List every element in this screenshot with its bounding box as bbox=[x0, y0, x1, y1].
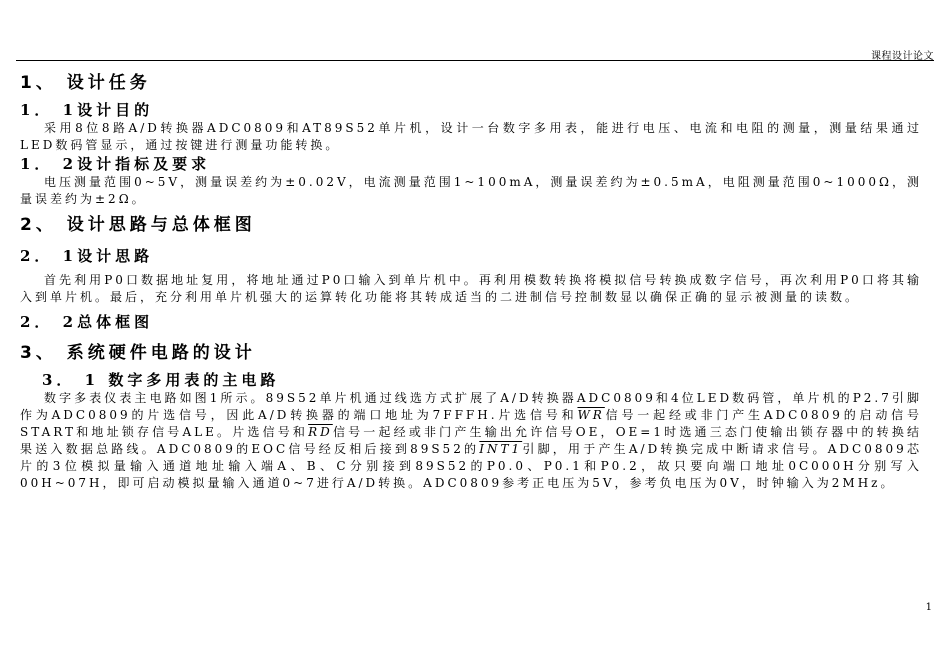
section-2-2-title: 2． 2总体框图 bbox=[20, 313, 154, 331]
section-3-1-text-part-4: 引脚，用于产生A/D转换完成中断请求信号。ADC0809芯片的3位模拟量输入通道地址输入端A、B、C分别接到89S52的P0.0、P0.1和P0.2，故只要向端口地址0C000H分别写入00H~07H，即可启动模拟量输入通道0~7进行A/D转换。ADC0809参考正电压为5V，参考负电压为0V，时钟输入为2MHz。 bbox=[20, 442, 922, 490]
section-3-1-text bbox=[20, 390, 922, 492]
section-1-1-text: 采用8位8路A/D转换器ADC0809和AT89S52单片机，设计一台数字多用表，能进行电压、电流和电阻的测量，测量结果通过LED数码管显示，通过按键进行测量功能转换。 bbox=[20, 121, 922, 152]
section-2-1-text: 首先利用P0口数据地址复用，将地址通过P0口输入到单片机中。再利用模数转换将模拟信号转换成数字信号，再次利用P0口将其输入到单片机。最后，充分利用单片机强大的运算转化功能将其转成适当的二进制信号控制数显以确保正确的显示被测量的读数。 bbox=[20, 273, 922, 304]
section-1-2-title: 1． 2设计指标及要求 bbox=[20, 155, 211, 173]
section-1-1-title: 1． 1设计目的 bbox=[20, 101, 154, 119]
section-1-2-text: 电压测量范围0~5V，测量误差约为±0.02V，电流测量范围1~100mA，测量误差约为±0.5mA，电阻测量范围0~1000Ω，测量误差约为±2Ω。 bbox=[20, 175, 922, 206]
int1-signal: INT1 bbox=[479, 442, 523, 456]
page-number: 1 bbox=[925, 602, 932, 613]
running-header: 课程设计论文 bbox=[871, 51, 934, 62]
section-1-title: 1、 设计任务 bbox=[20, 73, 151, 93]
section-2-title: 2、 设计思路与总体框图 bbox=[20, 215, 256, 235]
section-2-1-title: 2． 1设计思路 bbox=[20, 247, 154, 265]
rd-signal: $\overline{RD}$ bbox=[308, 425, 333, 439]
section-3-title: 3、 系统硬件电路的设计 bbox=[20, 343, 256, 363]
section-3-1-text-part-2: 信号一起经或非门产生ADC0809的启动信号START和地址锁存信号ALE。片选信号和 bbox=[20, 408, 923, 439]
section-3-1-text-part-3: 信号一起经或非门产生输出允许信号OE，OE=1时选通三态门使输出锁存器中的转换结果送入数据总路线。ADC0809的EOC信号经反相后接到89S52的 bbox=[20, 425, 922, 456]
section-3-1-text-part-1: 数字多表仪表主电路如图1所示。89S52单片机通过线选方式扩展了A/D转换器ADC0809和4位LED数码管，单片机的P2.7引脚作为ADC0809的片选信号，因此A/D转换器的端口地址为7FFFH.片选信号和 bbox=[20, 391, 922, 422]
page-content bbox=[20, 72, 922, 492]
header-rule bbox=[16, 60, 934, 61]
wr-signal: $\overline{WR}$ bbox=[577, 408, 605, 422]
section-3-1-title: 3． 1 数字多用表的主电路 bbox=[42, 371, 280, 389]
